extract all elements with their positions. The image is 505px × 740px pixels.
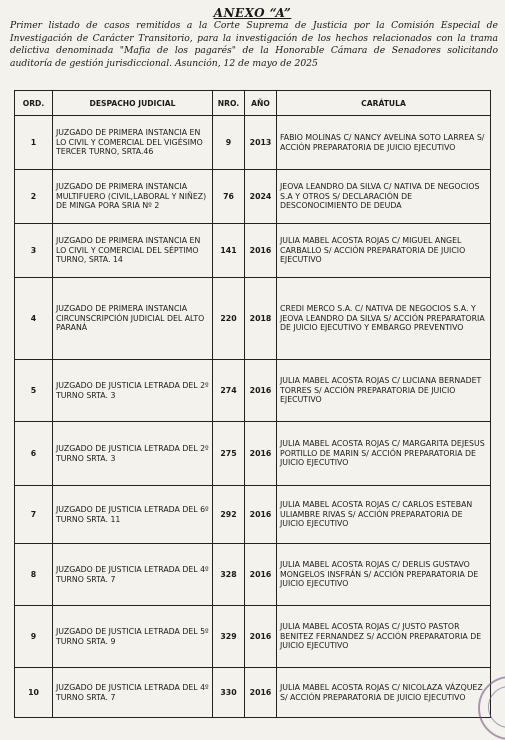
- cell-caratula: FABIO MOLINAS C/ NANCY AVELINA SOTO LARREA S/ ACCIÓN PREPARATORIA DE JUICIO EJECUTIVO: [277, 116, 491, 170]
- cell-ord: 8: [15, 544, 53, 606]
- cell-caratula: JULIA MABEL ACOSTA ROJAS C/ JUSTO PASTOR BENITEZ FERNANDEZ S/ ACCIÓN PREPARATORIA DE JUICIO EJECUTIVO: [277, 606, 491, 668]
- cell-nro: 76: [213, 170, 245, 224]
- cell-despacho: JUZGADO DE JUSTICIA LETRADA DEL 2º TURNO SRTA. 3: [53, 422, 213, 486]
- cell-despacho: JUZGADO DE PRIMERA INSTANCIA CIRCUNSCRIPCIÓN JUDICIAL DEL ALTO PARANÁ: [53, 278, 213, 360]
- cell-nro: 9: [213, 116, 245, 170]
- cases-table: [14, 90, 491, 718]
- cell-ano: 2016: [245, 486, 277, 544]
- cell-despacho: JUZGADO DE PRIMERA INSTANCIA MULTIFUERO (CIVIL,LABORAL Y NIÑEZ) DE MINGA PORA SRIA Nº 2: [53, 170, 213, 224]
- cell-ano: 2018: [245, 278, 277, 360]
- cell-ord: 4: [15, 278, 53, 360]
- table-header-row: [15, 91, 491, 116]
- cell-ano: 2016: [245, 544, 277, 606]
- table-row: [15, 360, 491, 422]
- cell-caratula: CREDI MERCO S.A. C/ NATIVA DE NEGOCIOS S.A. Y JEOVA LEANDRO DA SILVA S/ ACCIÓN PREPARATORIA DE JUICIO EJECUTIVO Y EMBARGO PREVENTIVO: [277, 278, 491, 360]
- cell-despacho: JUZGADO DE JUSTICIA LETRADA DEL 4º TURNO SRTA. 7: [53, 544, 213, 606]
- cell-ord: 1: [15, 116, 53, 170]
- cell-ord: 2: [15, 170, 53, 224]
- cell-ano: 2016: [245, 606, 277, 668]
- table-row: [15, 486, 491, 544]
- table-row: [15, 278, 491, 360]
- cell-caratula: JULIA MABEL ACOSTA ROJAS C/ MIGUEL ANGEL CARBALLO S/ ACCIÓN PREPARATORIA DE JUICIO EJECUTIVO: [277, 224, 491, 278]
- cell-despacho: JUZGADO DE JUSTICIA LETRADA DEL 4º TURNO SRTA. 7: [53, 668, 213, 718]
- intro-paragraph: Primer listado de casos remitidos a la Corte Suprema de Justicia por la Comisión Especial de Investigación de Carácter Transitorio, para la investigación de los hechos relacionados con la trama delictiva denominada "Mafia de los pagarés" de la Honorable Cámara de Senadores solicitando auditoría de gestión jurisdiccional. Asunción, 12 de mayo de 2025: [10, 20, 498, 69]
- cell-nro: 220: [213, 278, 245, 360]
- cell-despacho: JUZGADO DE PRIMERA INSTANCIA EN LO CIVIL Y COMERCIAL DEL SÉPTIMO TURNO, SRTA. 14: [53, 224, 213, 278]
- table-row: [15, 224, 491, 278]
- cell-nro: 328: [213, 544, 245, 606]
- cell-despacho: JUZGADO DE JUSTICIA LETRADA DEL 2º TURNO SRTA. 3: [53, 360, 213, 422]
- table-row: [15, 422, 491, 486]
- cell-despacho: JUZGADO DE PRIMERA INSTANCIA EN LO CIVIL Y COMERCIAL DEL VIGÉSIMO TERCER TURNO, SRTA.46: [53, 116, 213, 170]
- cell-nro: 275: [213, 422, 245, 486]
- cell-ano: 2016: [245, 422, 277, 486]
- cell-caratula: JULIA MABEL ACOSTA ROJAS C/ MARGARITA DEJESUS PORTILLO DE MARIN S/ ACCIÓN PREPARATORIA DE JUICIO EJECUTIVO: [277, 422, 491, 486]
- cell-ano: 2016: [245, 668, 277, 718]
- cell-ano: 2016: [245, 224, 277, 278]
- cell-caratula: JULIA MABEL ACOSTA ROJAS C/ NICOLAZA VÁZQUEZ S/ ACCIÓN PREPARATORIA DE JUICIO EJECUTIVO: [277, 668, 491, 718]
- table-row: [15, 116, 491, 170]
- cell-caratula: JEOVA LEANDRO DA SILVA C/ NATIVA DE NEGOCIOS S.A Y OTROS S/ DECLARACIÓN DE DESCONOCIMIENTO DE DEUDA: [277, 170, 491, 224]
- cell-caratula: JULIA MABEL ACOSTA ROJAS C/ CARLOS ESTEBAN ULIAMBRE RIVAS S/ ACCIÓN PREPARATORIA DE JUICIO EJECUTIVO: [277, 486, 491, 544]
- cell-ord: 10: [15, 668, 53, 718]
- cell-nro: 141: [213, 224, 245, 278]
- header-nro: NRO.: [213, 91, 245, 116]
- cell-despacho: JUZGADO DE JUSTICIA LETRADA DEL 6º TURNO SRTA. 11: [53, 486, 213, 544]
- cell-caratula: JULIA MABEL ACOSTA ROJAS C/ DERLIS GUSTAVO MONGELOS INSFRÁN S/ ACCIÓN PREPARATORIA DE JUICIO EJECUTIVO: [277, 544, 491, 606]
- cell-nro: 292: [213, 486, 245, 544]
- cell-ano: 2013: [245, 116, 277, 170]
- cell-despacho: JUZGADO DE JUSTICIA LETRADA DEL 5º TURNO SRTA. 9: [53, 606, 213, 668]
- header-ano: AÑO: [245, 91, 277, 116]
- cell-caratula: JULIA MABEL ACOSTA ROJAS C/ LUCIANA BERNADET TORRES S/ ACCIÓN PREPARATORIA DE JUICIO EJECUTIVO: [277, 360, 491, 422]
- header-caratula: CARÁTULA: [277, 91, 491, 116]
- cell-nro: 274: [213, 360, 245, 422]
- cell-ord: 9: [15, 606, 53, 668]
- cell-nro: 329: [213, 606, 245, 668]
- cell-ano: 2016: [245, 360, 277, 422]
- cell-ord: 7: [15, 486, 53, 544]
- cell-ano: 2024: [245, 170, 277, 224]
- cell-nro: 330: [213, 668, 245, 718]
- table-row: [15, 606, 491, 668]
- seal-inner-ring: [488, 686, 505, 728]
- cell-ord: 3: [15, 224, 53, 278]
- cell-ord: 5: [15, 360, 53, 422]
- annex-title: ANEXO “A”: [213, 6, 292, 20]
- table-row: [15, 170, 491, 224]
- table-row: [15, 668, 491, 718]
- header-ord: ORD.: [15, 91, 53, 116]
- header-despacho: DESPACHO JUDICIAL: [53, 91, 213, 116]
- cell-ord: 6: [15, 422, 53, 486]
- table-row: [15, 544, 491, 606]
